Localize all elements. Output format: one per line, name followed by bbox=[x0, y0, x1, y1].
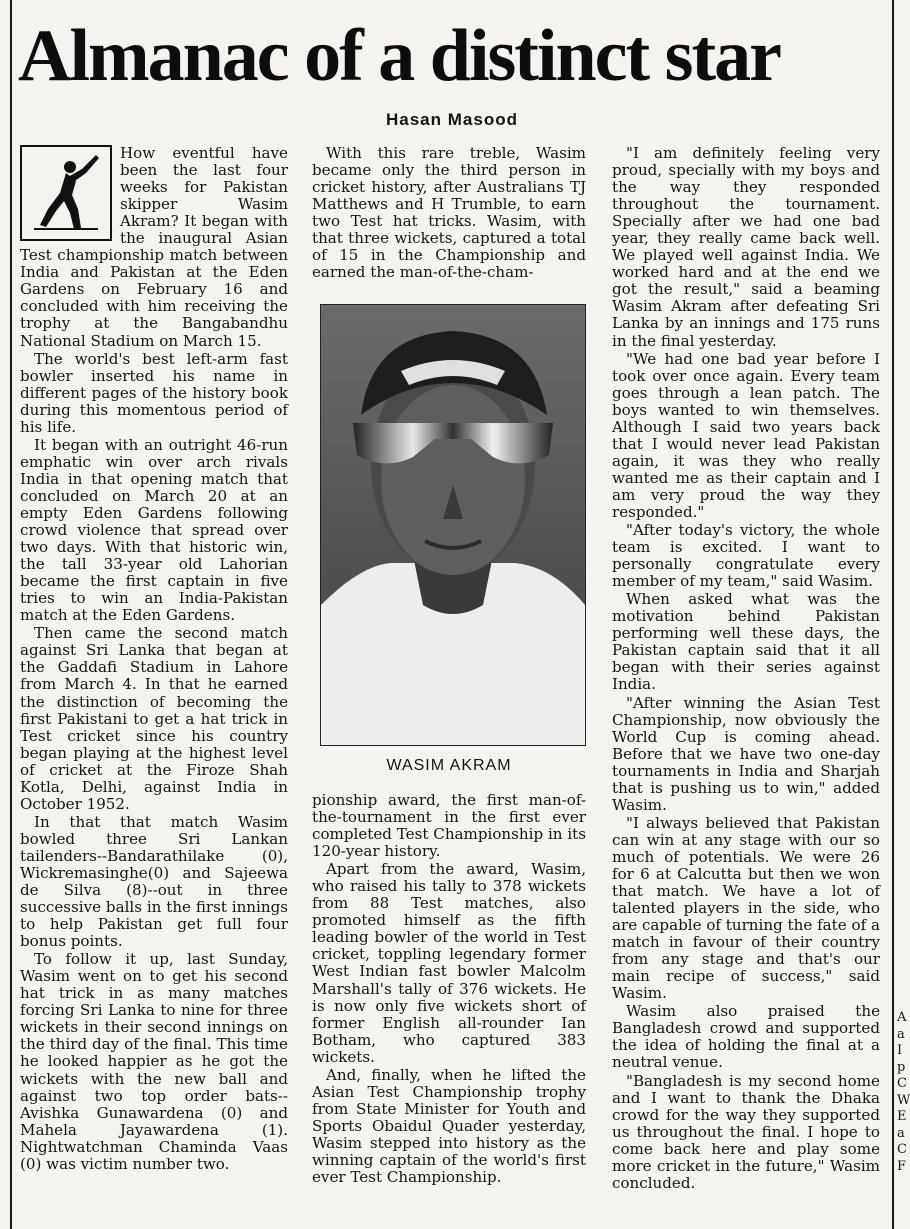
article-column-2-top bbox=[312, 145, 586, 305]
right-column-rule bbox=[892, 0, 894, 1229]
paragraph: "Bangladesh is my second home and I want to thank the Dhaka crowd for the way they supported us throughout the final. I hope to come back here and play some more cricket in the future," Wasim concluded. bbox=[612, 1071, 880, 1192]
paragraph: It began with an outright 46-run emphatic win over arch rivals India in that opening match that concluded on March 20 at an empty Eden Gardens following crowd violence that spread over two days. With that historic win, the tall 33-year old Lahorian became the first captain in five tries to win an India-Pakistan match at the Eden Gardens. bbox=[20, 435, 288, 625]
article-column-3 bbox=[612, 145, 880, 1192]
paragraph: Then came the second match against Sri Lanka that began at the Gaddafi Stadium in Lahore from March 4. In that he earned the distinction of becoming the first Pakistani to get a hat trick in Test cricket since his country began playing at the highest level of cricket at the Firoze Shah Kotla, Delhi, against India in October 1952. bbox=[20, 624, 288, 813]
adjacent-article-edge: A a I p C W E a C F bbox=[897, 1010, 910, 1174]
paragraph: pionship award, the first man-of-the-tournament in the first ever completed Test Championship in its 120-year history. bbox=[312, 791, 586, 861]
portrait-illustration bbox=[321, 305, 585, 745]
paragraph: And, finally, when he lifted the Asian Test Championship trophy from State Minister for Youth and Sports Obaidul Quader yesterday, Wasim stepped into history as the winning captain of the world's first ever Test Championship. bbox=[312, 1065, 586, 1187]
batsman-icon bbox=[26, 151, 106, 235]
headline: Almanac of a distinct star bbox=[18, 15, 780, 97]
paragraph: Wasim also praised the Bangladesh crowd and supported the idea of holding the final at a neutral venue. bbox=[612, 1002, 880, 1072]
paragraph: To follow it up, last Sunday, Wasim went on to get his second hat trick in as many matches forcing Sri Lanka to nine for three wickets in their second innings on the third day of the final. This time he looked happier as he got the wickets with the new ball and against two top order bats--Avishka Gunawardena (0) and Mahela Jayawardena (1). Nightwatchman Chaminda Vaas (0) was victim number two. bbox=[20, 950, 288, 1173]
paragraph: "We had one bad year before I took over once again. Every team goes through a lean patch. The boys wanted to win themselves. Although I said two years back that I would never lead Pakistan again, it was they who really wanted me as their captain and I am very proud the way they responded." bbox=[612, 349, 880, 521]
paragraph: The world's best left-arm fast bowler inserted his name in different pages of the history book during this momentous period of his life. bbox=[20, 349, 288, 436]
paragraph: "After today's victory, the whole team is excited. I want to personally congratulate every member of my team," said Wasim. bbox=[612, 521, 880, 591]
paragraph: "After winning the Asian Test Championship, now obviously the World Cup is coming ahead. Before that we have two one-day tournaments in India and Sharjah that is pushing us to win," added Wasim. bbox=[612, 693, 880, 814]
article-column-1 bbox=[20, 145, 288, 1173]
paragraph: With this rare treble, Wasim became only the third person in cricket history, after Australians TJ Matthews and H Trumble, to earn two Test hat tricks. Wasim, with that three wickets, captured a total of 15 in the Championship and earned the man-of-the-cham- bbox=[312, 144, 586, 282]
byline: Hasan Masood bbox=[386, 110, 518, 129]
left-column-rule bbox=[10, 0, 12, 1229]
paragraph: In that that match Wasim bowled three Sri Lankan tailenders--Bandarathilake (0), Wickremasinghe(0) and Sajeewa de Silva (8)--out in three successive balls in the first innings to help Pakistan get full four bonus points. bbox=[20, 812, 288, 951]
paragraph: "I am definitely feeling very proud, specially with my boys and the way they responded throughout the tournament. Specially after we had one bad year, they really came back well. We played well against India. We worked hard and at the end we got the result," said a beaming Wasim Akram after defeating Sri Lanka by an innings and 175 runs in the final yesterday. bbox=[612, 144, 880, 350]
wasim-akram-photo bbox=[320, 304, 586, 746]
cricket-logo bbox=[20, 145, 112, 241]
paragraph: Apart from the award, Wasim, who raised his tally to 378 wickets from 88 Test matches, also promoted himself as the fifth leading bowler of the world in Test cricket, toppling legendary former West Indian fast bowler Malcolm Marshall's tally of 376 wickets. He is now only five wickets short of former English all-rounder Ian Botham, who captured 383 wickets. bbox=[312, 860, 586, 1066]
paragraph: How eventful have been the last four weeks for Pakistan skipper Wasim Akram? It began with the inaugural Asian Test championship match between India and Pakistan at the Eden Gardens on February 16 and concluded with him receiving the trophy at the Bangabandhu National Stadium on March 15. bbox=[20, 144, 288, 350]
paragraph: When asked what was the motivation behind Pakistan performing well these days, the Pakistan captain said that it all began with their series against India. bbox=[612, 590, 880, 694]
article-column-2-bottom bbox=[312, 792, 586, 1186]
paragraph: "I always believed that Pakistan can win at any stage with our so much of potentials. We were 26 for 6 at Calcutta but then we won that match. We have a lot of talented players in the side, who are capable of turning the fate of a match in favour of their country from any stage and that's our main recipe of success," said Wasim. bbox=[612, 813, 880, 1003]
photo-caption: WASIM AKRAM bbox=[386, 757, 512, 774]
